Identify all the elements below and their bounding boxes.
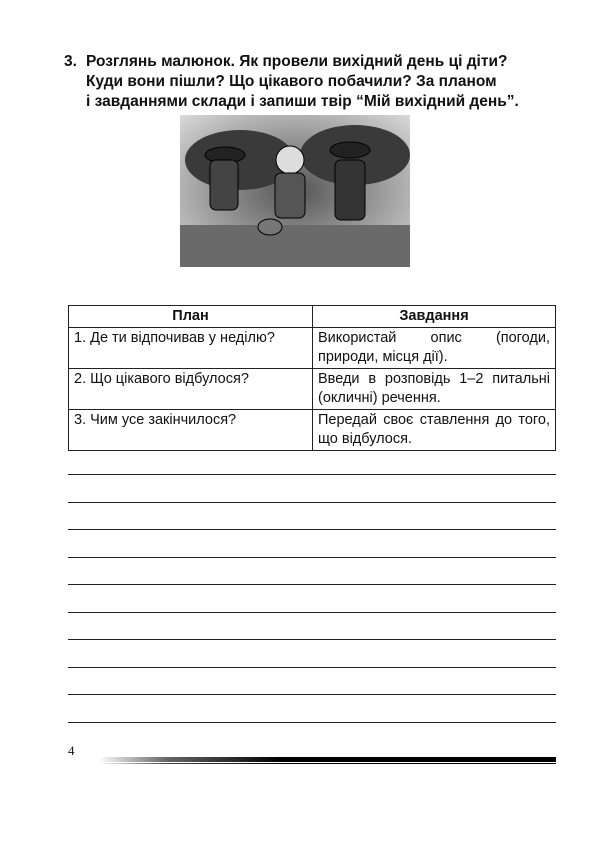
footer-rule-thin	[98, 763, 556, 764]
table-row	[69, 410, 556, 451]
illustration-children-hedgehog	[180, 115, 410, 267]
writing-line[interactable]	[68, 584, 556, 585]
task-number: 3.	[64, 53, 77, 70]
task-cell: Передай своє ставлення до того, що відбулося.	[313, 410, 556, 451]
writing-line[interactable]	[68, 639, 556, 640]
task-cell: Використай опис (погоди, природи, місця дії).	[313, 328, 556, 369]
writing-line[interactable]	[68, 722, 556, 723]
writing-line[interactable]	[68, 502, 556, 503]
header-tasks: Завдання	[313, 306, 556, 328]
writing-line[interactable]	[68, 529, 556, 530]
task-cell: Введи в розповідь 1–2 питальні (окличні) речення.	[313, 369, 556, 410]
plan-cell: 1. Де ти відпочивав у неділю?	[69, 328, 313, 369]
task-line: Куди вони пішли? Що цікавого побачили? За планом	[86, 73, 497, 90]
writing-line[interactable]	[68, 694, 556, 695]
plan-cell: 3. Чим усе закінчилося?	[69, 410, 313, 451]
writing-line[interactable]	[68, 557, 556, 558]
task-line: і завданнями склади і запиши твір “Мій вихідний день”.	[86, 93, 519, 110]
header-plan: План	[69, 306, 313, 328]
table-row	[69, 328, 556, 369]
task-line: Розглянь малюнок. Як провели вихідний день ці діти?	[86, 53, 508, 70]
table-row	[69, 369, 556, 410]
writing-line[interactable]	[68, 612, 556, 613]
footer-rule	[98, 757, 556, 762]
page-number: 4	[68, 743, 75, 758]
table-header-row	[69, 306, 556, 328]
writing-line[interactable]	[68, 667, 556, 668]
plan-cell: 2. Що цікавого відбулося?	[69, 369, 313, 410]
task-instructions	[64, 52, 564, 112]
plan-table	[68, 305, 556, 451]
writing-line[interactable]	[68, 474, 556, 475]
